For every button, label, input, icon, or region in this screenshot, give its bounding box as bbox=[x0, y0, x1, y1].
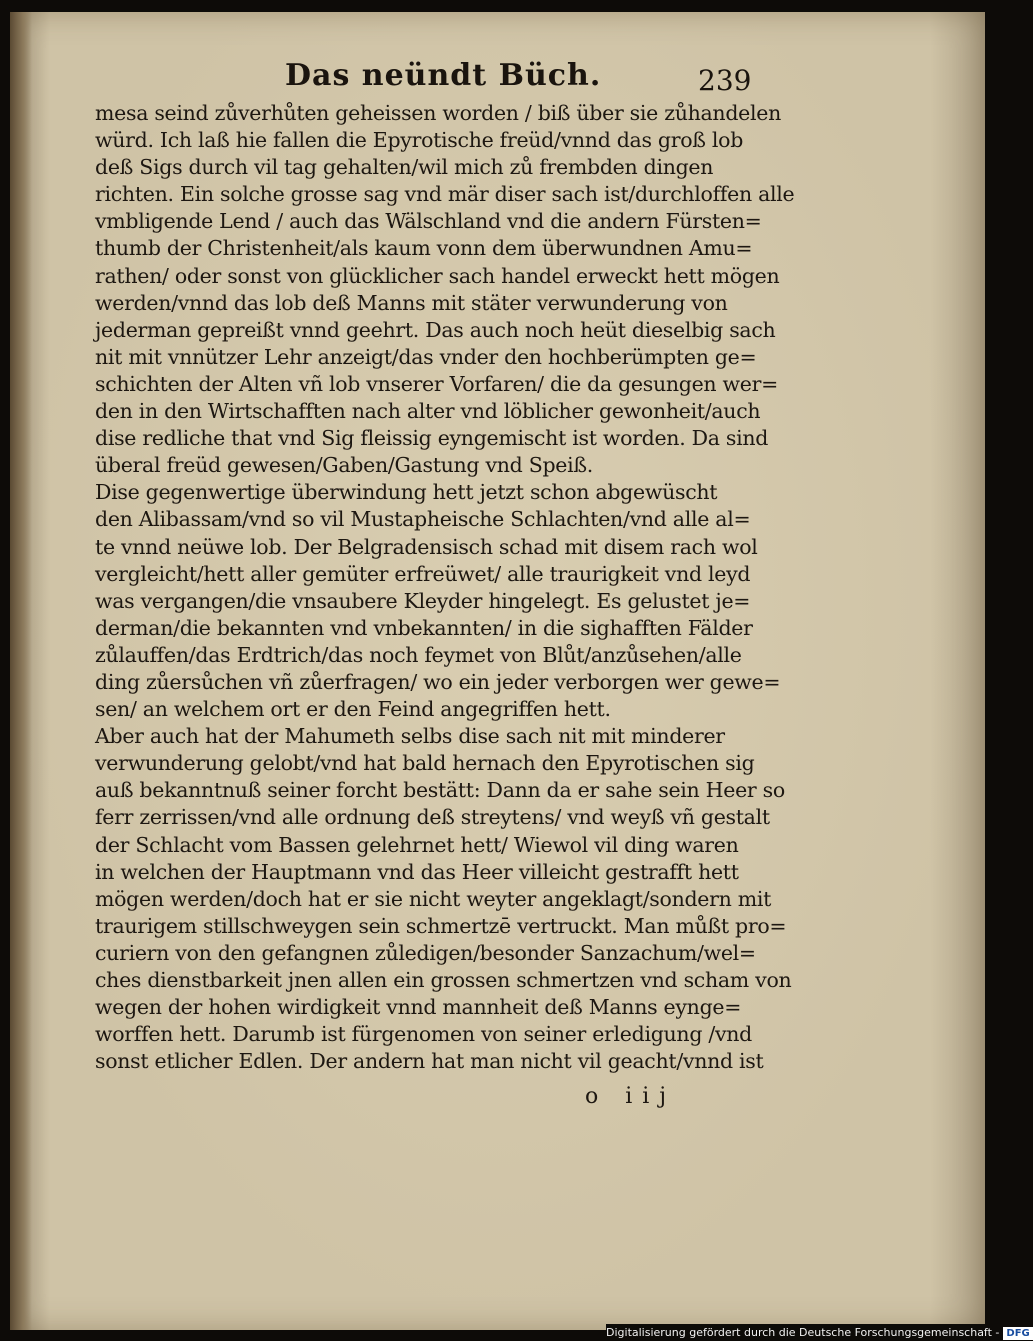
text-line: derman/die bekannten vnd vnbekannten/ in die sighafften Fälder bbox=[95, 615, 753, 640]
text-line: rathen/ oder sonst von glücklicher sach handel erweckt hett mögen bbox=[95, 263, 780, 288]
signature-mark: o iij bbox=[585, 1084, 677, 1109]
text-line: deß Sigs durch vil tag gehalten/wil mich zů frembden dingen bbox=[95, 155, 714, 180]
text-line: in welchen der Hauptmann vnd das Heer villeicht gestrafft hett bbox=[95, 859, 739, 884]
text-line: ferr zerrissen/vnd alle ordnung deß streytens/ vnd weyß vñ gestalt bbox=[95, 805, 770, 830]
text-line: mesa seind zůverhůten geheissen worden / biß über sie zůhandelen bbox=[95, 101, 781, 125]
paragraph-start-line: Aber auch hat der Mahumeth selbs dise sach nit mit minderer bbox=[95, 724, 725, 749]
digitization-footer bbox=[606, 1324, 1030, 1341]
text-line: vergleicht/hett aller gemüter erfreüwet/ alle traurigkeit vnd leyd bbox=[95, 561, 751, 586]
text-line: den Alibassam/vnd so vil Mustapheische Schlachten/vnd alle al= bbox=[95, 507, 751, 532]
text-line: ding zůersůchen vñ zůerfragen/ wo ein jeder verborgen wer gewe= bbox=[95, 669, 781, 694]
text-line: ches dienstbarkeit jnen allen ein grossen schmertzen vnd scham von bbox=[95, 968, 792, 992]
text-line: werden/vnnd das lob deß Manns mit stäter verwunderung von bbox=[95, 290, 728, 315]
text-line: jederman gepreißt vnnd geehrt. Das auch noch heüt dieselbig sach bbox=[95, 317, 776, 342]
text-line: thumb der Christenheit/als kaum vonn dem überwundnen Amu= bbox=[95, 236, 753, 261]
text-line: der Schlacht vom Bassen gelehrnet hett/ Wiewol vil ding waren bbox=[95, 832, 739, 857]
text-line: richten. Ein solche grosse sag vnd mär diser sach ist/durchloffen alle bbox=[95, 182, 795, 207]
text-line: curiern von den gefangnen zůledigen/besonder Sanzachum/wel= bbox=[95, 940, 756, 965]
text-line: verwunderung gelobt/vnd hat bald hernach den Epyrotischen sig bbox=[95, 751, 755, 776]
body-text bbox=[95, 100, 795, 1075]
footer-text: Digitalisierung gefördert durch die Deutsche Forschungsgemeinschaft - bbox=[606, 1326, 1000, 1339]
text-line: nit mit vnnützer Lehr anzeigt/das vnder den hochberümpten ge= bbox=[95, 344, 757, 369]
paragraph-start-line: Dise gegenwertige überwindung hett jetzt schon abgewüscht bbox=[95, 480, 718, 505]
page-binding-edge bbox=[10, 12, 32, 1330]
text-line: worffen hett. Darumb ist fürgenomen von seiner erledigung /vnd bbox=[95, 1022, 752, 1047]
text-line: schichten der Alten vñ lob vnserer Vorfaren/ die da gesungen wer= bbox=[95, 371, 779, 396]
text-line: vmbligende Lend / auch das Wälschland vnd die andern Fürsten= bbox=[95, 209, 762, 234]
text-line: sen/ an welchem ort er den Feind angegriffen hett. bbox=[95, 697, 611, 722]
text-line: würd. Ich laß hie fallen die Epyrotische freüd/vnnd das groß lob bbox=[95, 128, 744, 153]
text-line: sonst etlicher Edlen. Der andern hat man nicht vil geacht/vnnd ist bbox=[95, 1049, 764, 1074]
text-line: was vergangen/die vnsaubere Kleyder hingelegt. Es gelustet je= bbox=[95, 588, 751, 613]
text-line: den in den Wirtschafften nach alter vnd löblicher gewonheit/auch bbox=[95, 399, 761, 424]
text-line: te vnnd neüwe lob. Der Belgradensisch schad mit disem rach wol bbox=[95, 534, 758, 559]
page-number: 239 bbox=[698, 64, 752, 97]
dfg-logo: DFG bbox=[1003, 1327, 1032, 1340]
text-line: auß bekanntnuß seiner forcht bestätt: Dann da er sahe sein Heer so bbox=[95, 778, 785, 803]
running-head: Das neündt Büch. bbox=[285, 58, 602, 93]
text-line: zůlauffen/das Erdtrich/das noch feymet von Blůt/anzůsehen/alle bbox=[95, 642, 742, 667]
text-line: wegen der hohen wirdigkeit vnnd mannheit deß Manns eynge= bbox=[95, 995, 742, 1020]
text-line: überal freüd gewesen/Gaben/Gastung vnd Speiß. bbox=[95, 453, 593, 478]
text-line: traurigem stillschweygen sein schmertzē vertruckt. Man můßt pro= bbox=[95, 913, 787, 938]
text-line: dise redliche that vnd Sig fleissig eyngemischt ist worden. Da sind bbox=[95, 426, 769, 451]
text-line: mögen werden/doch hat er sie nicht weyter angeklagt/sondern mit bbox=[95, 886, 772, 911]
